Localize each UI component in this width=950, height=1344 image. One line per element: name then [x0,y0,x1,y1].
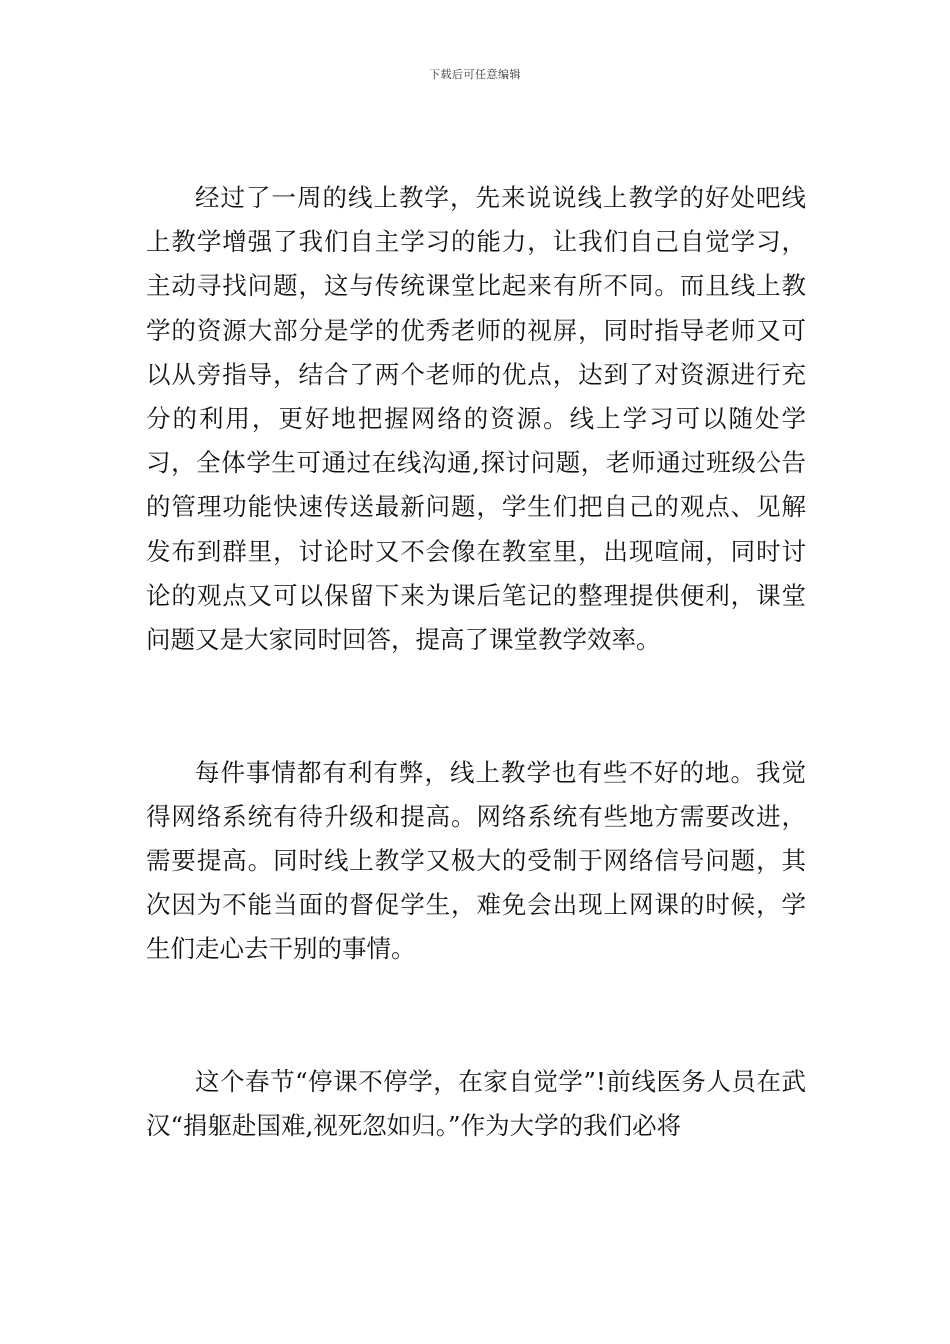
paragraph-spring-festival: 这个春节“停课不停学，在家自觉学”!前线医务人员在武汉“捐躯赴国难,视死忽如归。”作为大学的我们必将 [146,1067,806,1141]
paragraph-spacer [146,662,806,750]
paragraph-online-teaching-drawbacks: 每件事情都有利有弊，线上教学也有些不好的地。我觉得网络系统有待升级和提高。网络系统有些地方需要改进，需要提高。同时线上教学又极大的受制于网络信号问题，其次因为不能当面的督促学生，难免会出现上网课的时候，学生们走心去干别的事情。 [146,757,806,964]
paragraph-online-teaching-benefits: 经过了一周的线上教学，先来说说线上教学的好处吧线上教学增强了我们自主学习的能力，让我们自己自觉学习，主动寻找问题，这与传统课堂比起来有所不同。而且线上教学的资源大部分是学的优秀老师的视屏，同时指导老师又可以从旁指导，结合了两个老师的优点，达到了对资源进行充分的利用，更好地把握网络的资源。线上学习可以随处学习，全体学生可通过在线沟通,探讨问题，老师通过班级公告的管理功能快速传送最新问题，学生们把自己的观点、见解发布到群里，讨论时又不会像在教室里，出现喧闹，同时讨论的观点又可以保留下来为课后笔记的整理提供便利，课堂问题又是大家同时回答，提高了课堂教学效率。 [146,183,806,655]
document-body [146,176,806,1148]
paragraph-spacer [146,972,806,1060]
page-header: 下载后可任意编辑 [429,68,521,81]
